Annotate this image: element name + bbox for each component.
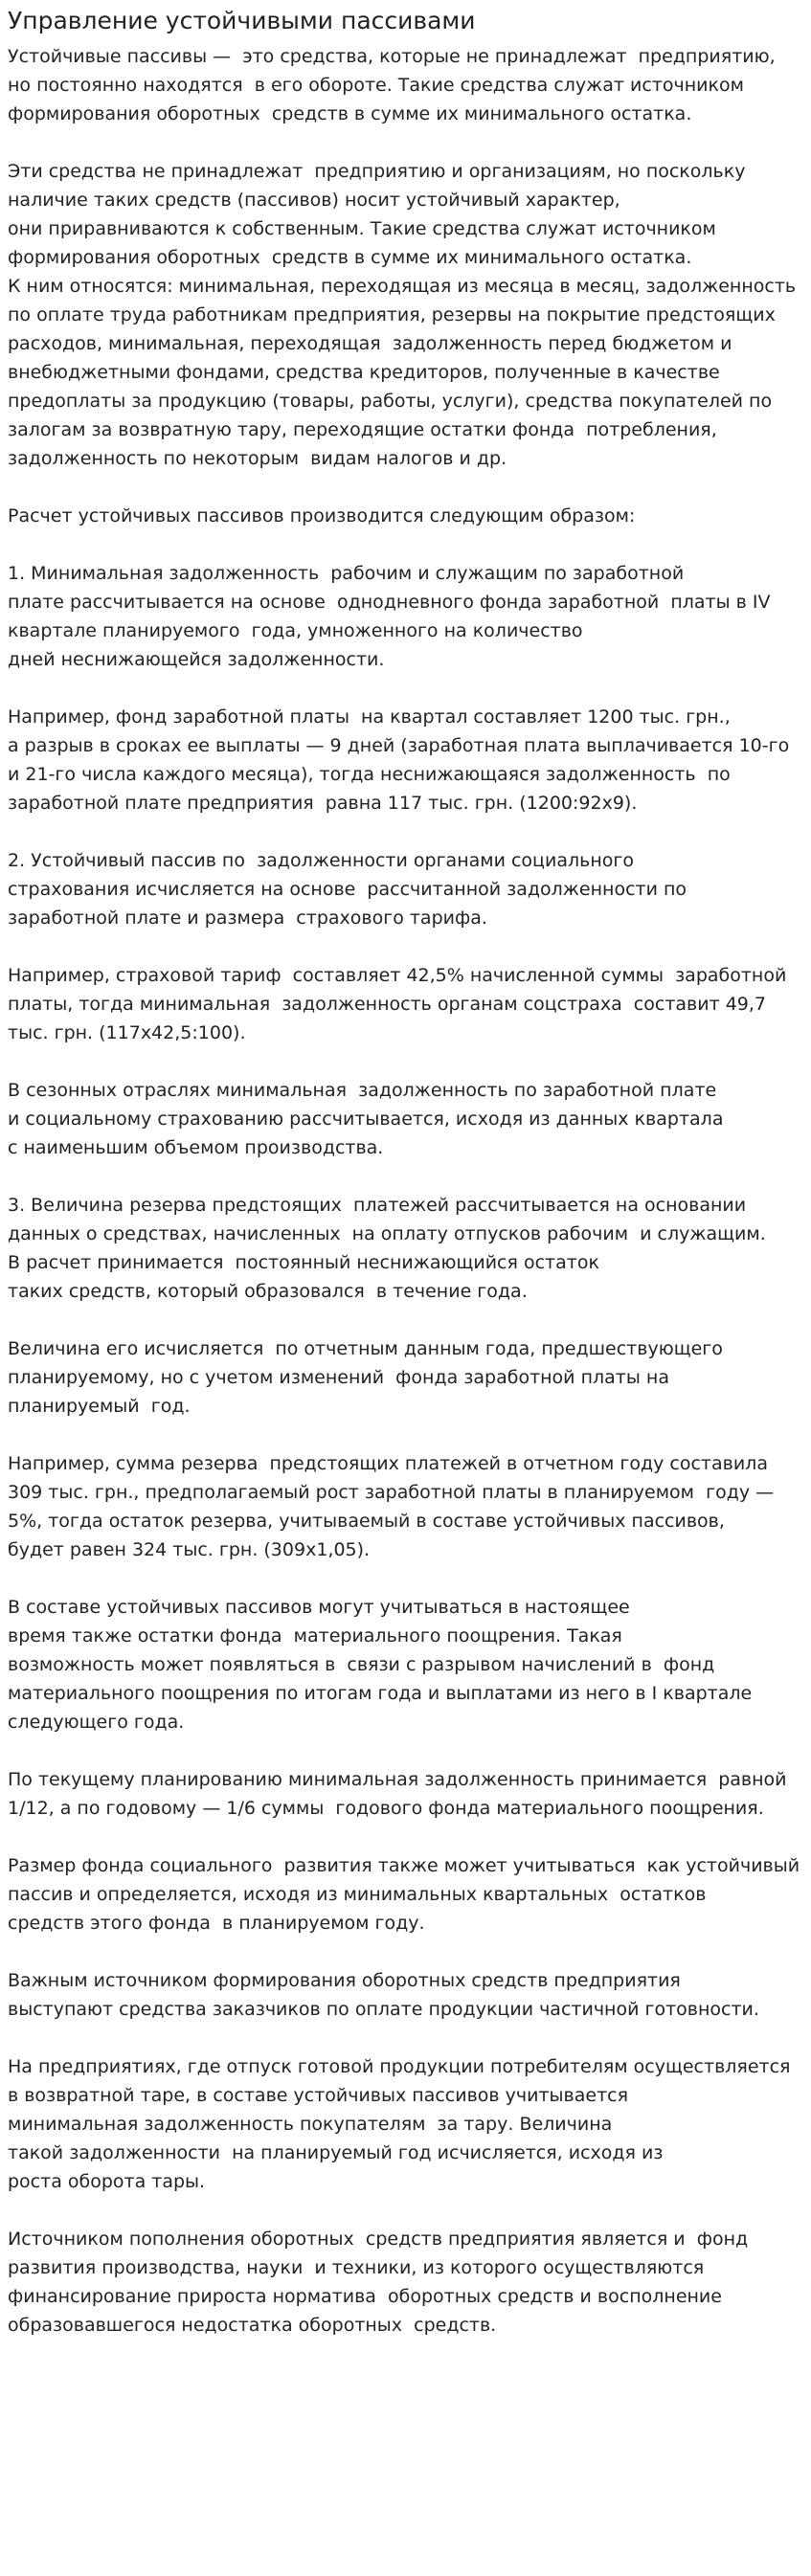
paragraph-spacer	[8, 473, 804, 502]
paragraph	[8, 703, 804, 818]
text-line: расходов, минимальная, переходящая задолженность перед бюджетом и	[8, 333, 732, 354]
text-line: платы, тогда минимальная задолженность органам соцстраха составит 49,7	[8, 994, 766, 1015]
text-line: Например, фонд заработной платы на квартал составляет 1200 тыс. грн.,	[8, 706, 731, 728]
text-line: материального поощрения по итогам года и выплатами из него в I квартале	[8, 1683, 753, 1704]
text-line: планируемый год.	[8, 1396, 191, 1417]
text-line: Например, сумма резерва предстоящих платежей в отчетном году составила	[8, 1453, 768, 1474]
text-line: образовавшегося недостатка оборотных средств.	[8, 2315, 497, 2336]
text-line: Устойчивые пассивы — это средства, которые не принадлежат предприятию,	[8, 46, 776, 67]
text-line: В сезонных отраслях минимальная задолженность по заработной плате	[8, 1080, 717, 1101]
paragraph	[8, 961, 804, 1047]
text-line: а разрыв в сроках ее выплаты — 9 дней (заработная плата выплачивается 10-го	[8, 735, 790, 756]
paragraph-spacer	[8, 2024, 804, 2052]
text-line: Важным источником формирования оборотных средств предприятия	[8, 1970, 681, 1991]
text-line: заработной плате предприятия равна 117 тыс. грн. (1200:92х9).	[8, 793, 638, 814]
text-line: В расчет принимается постоянный неснижающийся остаток	[8, 1252, 599, 1273]
text-line: В составе устойчивых пассивов могут учитываться в настоящее	[8, 1597, 630, 1618]
text-line: страхования исчисляется на основе рассчитанной задолженности по	[8, 879, 687, 900]
paragraph-spacer	[8, 818, 804, 846]
text-line: по оплате труда работникам предприятия, резервы на покрытие предстоящих	[8, 304, 776, 325]
paragraph	[8, 1765, 804, 1823]
text-line: с наименьшим объемом производства.	[8, 1137, 384, 1158]
text-line: Расчет устойчивых пассивов производится следующим образом:	[8, 505, 636, 526]
text-line: и 21-го числа каждого месяца), тогда неснижающаяся задолженность по	[8, 764, 731, 785]
paragraph	[8, 846, 804, 932]
text-line: и социальному страхованию рассчитывается, исходя из данных квартала	[8, 1109, 724, 1130]
text-line: Например, страховой тариф составляет 42,5% начисленной суммы заработной	[8, 965, 787, 986]
text-line: заработной плате и размера страхового тарифа.	[8, 907, 487, 929]
paragraph	[8, 1076, 804, 1162]
text-line: формирования оборотных средств в сумме их минимального остатка.	[8, 247, 692, 268]
text-line: возможность может появляться в связи с разрывом начислений в фонд	[8, 1654, 715, 1675]
text-line: формирования оборотных средств в сумме их минимального остатка.	[8, 103, 692, 124]
paragraph	[8, 1593, 804, 1736]
text-line: данных о средствах, начисленных на оплату отпусков рабочим и служащим.	[8, 1223, 766, 1244]
paragraph-spacer	[8, 1421, 804, 1449]
text-line: минимальная задолженность покупателям за тару. Величина	[8, 2114, 613, 2135]
text-line: выступают средства заказчиков по оплате продукции частичной готовности.	[8, 1999, 759, 2020]
text-line: они приравниваются к собственным. Такие средства служат источником	[8, 218, 716, 239]
text-line: такой задолженности на планируемый год исчисляется, исходя из	[8, 2142, 664, 2163]
text-line: предоплаты за продукцию (товары, работы, услуги), средства покупателей по	[8, 391, 773, 412]
text-line: в возвратной таре, в составе устойчивых пассивов учитывается	[8, 2085, 629, 2106]
paragraph	[8, 157, 804, 473]
document	[8, 6, 804, 2340]
text-line: средств этого фонда в планируемом году.	[8, 1913, 425, 1934]
text-line: 1. Минимальная задолженность рабочим и служащим по заработной	[8, 563, 685, 584]
page-title: Управление устойчивыми пассивами	[8, 7, 476, 34]
paragraph	[8, 1334, 804, 1421]
text-line: Эти средства не принадлежат предприятию и организациям, но поскольку	[8, 161, 746, 182]
paragraph	[8, 1449, 804, 1564]
text-line: 5%, тогда остаток резерва, учитываемый в составе устойчивых пассивов,	[8, 1511, 725, 1532]
text-line: время также остатки фонда материального поощрения. Такая	[8, 1625, 622, 1646]
text-line: следующего года.	[8, 1712, 185, 1733]
text-line: квартале планируемого года, умноженного на количество	[8, 620, 583, 641]
text-line: плате рассчитывается на основе однодневного фонда заработной платы в IV	[8, 592, 771, 613]
text-line: На предприятиях, где отпуск готовой продукции потребителям осуществляется	[8, 2056, 791, 2077]
paragraph-spacer	[8, 1047, 804, 1076]
text-line: 3. Величина резерва предстоящих платежей рассчитывается на основании	[8, 1195, 747, 1216]
text-line: внебюджетными фондами, средства кредиторов, полученные в качестве	[8, 362, 720, 383]
text-line: наличие таких средств (пассивов) носит устойчивый характер,	[8, 190, 620, 211]
text-line: 1/12, а по годовому — 1/6 суммы годового фонда материального поощрения.	[8, 1798, 764, 1819]
text-line: тыс. грн. (117х42,5:100).	[8, 1022, 246, 1043]
paragraph-spacer	[8, 1306, 804, 1334]
paragraph-spacer	[8, 530, 804, 559]
text-line: будет равен 324 тыс. грн. (309х1,05).	[8, 1539, 371, 1560]
text-line: Величина его исчисляется по отчетным данным года, предшествующего	[8, 1338, 723, 1359]
text-line: К ним относятся: минимальная, переходящая из месяца в месяц, задолженность	[8, 276, 797, 297]
paragraph	[8, 2225, 804, 2340]
paragraph-spacer	[8, 674, 804, 703]
text-line: задолженность по некоторым видам налогов и др.	[8, 448, 507, 469]
article-body	[8, 42, 804, 2340]
text-line: 309 тыс. грн., предполагаемый рост заработной платы в планируемом году —	[8, 1482, 775, 1503]
text-line: Размер фонда социального развития также может учитываться как устойчивый	[8, 1855, 800, 1876]
paragraph	[8, 559, 804, 674]
text-line: финансирование прироста норматива оборотных средств и восполнение	[8, 2286, 722, 2307]
text-line: развития производства, науки и техники, из которого осуществляются	[8, 2257, 705, 2278]
paragraph-spacer	[8, 1938, 804, 1966]
text-line: дней неснижающейся задолженности.	[8, 649, 385, 670]
paragraph-spacer	[8, 128, 804, 157]
text-line: таких средств, который образовался в течение года.	[8, 1281, 528, 1302]
paragraph-spacer	[8, 1823, 804, 1851]
paragraph-spacer	[8, 2196, 804, 2225]
text-line: залогам за возвратную тару, переходящие остатки фонда потребления,	[8, 419, 717, 440]
paragraph	[8, 1966, 804, 2024]
text-line: По текущему планированию минимальная задолженность принимается равной	[8, 1769, 787, 1790]
text-line: пассив и определяется, исходя из минимальных квартальных остатков	[8, 1884, 707, 1905]
text-line: 2. Устойчивый пассив по задолженности органами социального	[8, 850, 634, 871]
paragraph	[8, 42, 804, 128]
text-line: роста оборота тары.	[8, 2171, 206, 2192]
text-line: но постоянно находятся в его обороте. Такие средства служат источником	[8, 75, 744, 96]
paragraph-spacer	[8, 932, 804, 961]
text-line: планируемому, но с учетом изменений фонда заработной платы на	[8, 1367, 669, 1388]
paragraph	[8, 1851, 804, 1938]
paragraph-spacer	[8, 1564, 804, 1593]
paragraph	[8, 2052, 804, 2196]
paragraph-spacer	[8, 1162, 804, 1191]
text-line: Источником пополнения оборотных средств предприятия является и фонд	[8, 2229, 749, 2250]
paragraph-spacer	[8, 1736, 804, 1765]
paragraph	[8, 502, 804, 530]
paragraph	[8, 1191, 804, 1306]
